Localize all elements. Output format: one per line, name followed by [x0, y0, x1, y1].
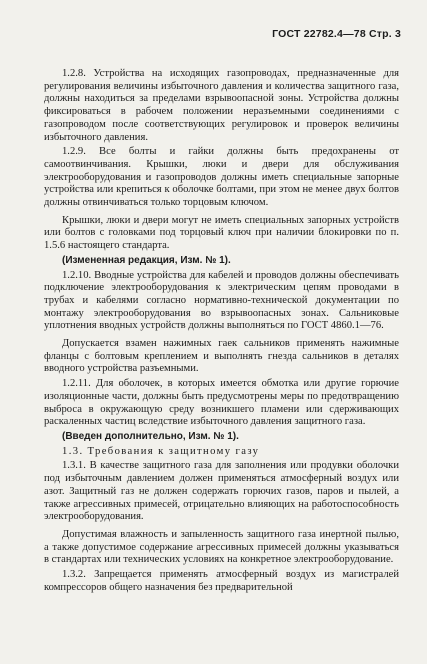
paragraph-glands-note: Допускается взамен нажимных гаек сальников применять нажимные фланцы с болтовым креплением и выполнять гнезда сальников в деталях вводного устройства разъемными. [44, 338, 399, 375]
paragraph-1-2-10: 1.2.10. Вводные устройства для кабелей и проводов должны обеспечивать подключение электрооборудования к электрическим цепям проводами в трубах и кабелями согласно нормативно-технической документации по монтажу электрооборудования во взрывоопасных зонах. Сальниковые уплотнения вводных устройств должны выполняться по ГОСТ 4860.1—76. [44, 269, 399, 332]
paragraph-1-3-1: 1.3.1. В качестве защитного газа для заполнения или продувки оболочки под избыточным давлением должен применяться атмосферный воздух или азот. Защитный газ не должен содержать горючих газов, паров и пылей, а также агрессивных примесей, отрицательно влияющих на работоспособность электрооборудования. [44, 460, 399, 523]
paragraph-1-2-11: 1.2.11. Для оболочек, в которых имеется обмотка или другие горючие изоляционные части, должны быть предусмотрены меры по предотвращению выброса в окружающую среду возникшего пламени или сдерживающих раскаленных частиц вследствие избыточного давления защитного газа. [44, 378, 399, 428]
paragraph-1-2-9: 1.2.9. Все болты и гайки должны быть предохранены от самоотвинчивания. Крышки, люки и двери для обслуживания электрооборудования и газопроводов должны иметь специальные запорные устройства или крепиться к оболочке болтами, при этом не менее двух болтов должны отвинчиваться только торцовым ключом. [44, 146, 399, 209]
paragraph-1-2-8: 1.2.8. Устройства на исходящих газопроводах, предназначенные для регулирования величины избыточного давления и количества защитного газа, должны находиться за пределами взрывоопасной зоны. Устройства должны фиксироваться в рабочем положении неразъемными соединениями с газопроводом после соответствующих регулировок и проверок величины избыточного давления. [44, 68, 399, 143]
section-heading: 1.3. Требования к защитному газу [62, 445, 260, 457]
paragraph-covers-note: Крышки, люки и двери могут не иметь специальных запорных устройств или болтов с головками под торцовый ключ при наличии блокировки по п. 1.5.6 настоящего стандарта. [44, 214, 399, 252]
page-header: ГОСТ 22782.4—78 Стр. 3 [272, 28, 401, 40]
document-body [44, 68, 399, 596]
paragraph-1-3-2: 1.3.2. Запрещается применять атмосферный воздух из магистралей компрессоров общего назначения без предварительной [44, 569, 399, 593]
addition-note: (Введен дополнительно, Изм. № 1). [62, 430, 239, 442]
paragraph-humidity-note: Допустимая влажность и запыленность защитного газа инертной пылью, а также допустимое содержание агрессивных примесей должны указываться в стандартах или технических условиях на конкретное электрооборудование. [44, 528, 399, 566]
amendment-note: (Измененная редакция, Изм. № 1). [62, 254, 231, 266]
